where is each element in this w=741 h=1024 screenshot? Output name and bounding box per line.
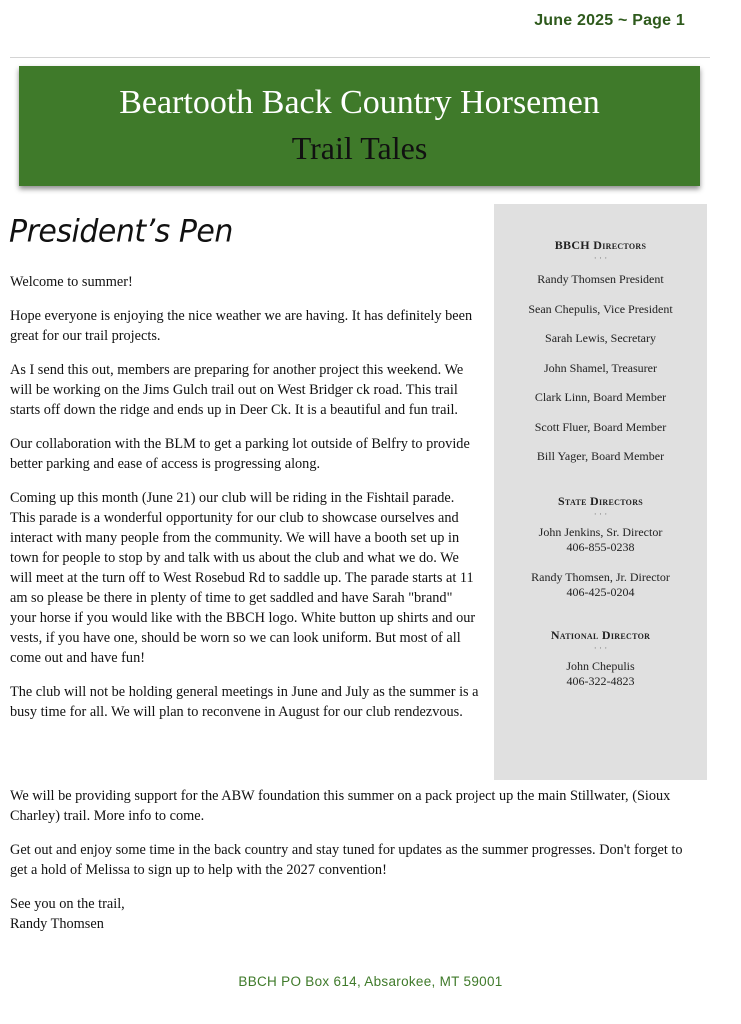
- article-paragraph: Welcome to summer!: [10, 274, 133, 290]
- article-title: President’s Pen: [9, 213, 233, 250]
- article-paragraph: As I send this out, members are preparing for another project this weekend. We will be working on the Jims Gulch trail out on West Bridger ck road. This trail starts off down the ridge and ends up in Deer Ck. It is a beautiful and fun trail.: [10, 362, 464, 418]
- director-entry: Sean Chepulis, Vice President: [528, 301, 673, 316]
- separator-dots: · · ·: [593, 253, 608, 263]
- newsletter-banner: [19, 66, 700, 186]
- signoff-line: See you on the trail,: [10, 896, 125, 912]
- article-paragraph: Get out and enjoy some time in the back country and stay tuned for updates as the summer progresses. Don't forget to get a hold of Melissa to sign up to help with the 2027 convention!: [10, 842, 683, 878]
- page-number-label: June 2025 ~ Page 1: [534, 12, 685, 29]
- article-paragraph: Hope everyone is enjoying the nice weather we are having. It has definitely been great for our trail projects.: [10, 308, 473, 344]
- director-entry: Randy Thomsen President: [537, 272, 664, 286]
- separator-dots: · · ·: [593, 643, 608, 653]
- article-paragraph: We will be providing support for the ABW foundation this summer on a pack project up the main Stillwater, (Sioux Charley) trail. More info to come.: [10, 788, 671, 824]
- article-paragraph: Our collaboration with the BLM to get a parking lot outside of Belfry to provide better parking and ease of access is progressing along.: [10, 436, 470, 472]
- author-name: Randy Thomsen: [10, 916, 104, 932]
- director-entry: John Shamel, Treasurer: [544, 360, 657, 375]
- article-paragraph: The club will not be holding general meetings in June and July as the summer is a busy time for all. We will plan to reconvene in August for our club rendezvous.: [10, 684, 479, 720]
- director-entry: Bill Yager, Board Member: [536, 449, 665, 463]
- directors-sidebar: [494, 204, 707, 780]
- director-entry: Sarah Lewis, Secretary: [545, 331, 656, 345]
- state-directors-heading: State Directors: [557, 494, 644, 508]
- signoff: [10, 894, 690, 934]
- national-director-name: John Chepulis: [566, 659, 635, 673]
- article-paragraph: Coming up this month (June 21) our club will be riding in the Fishtail parade. This parade is a wonderful opportunity for our club to showcase ourselves and interact with many people from the community. We will have a booth set up in town for people to stop by and talk with us about the club and what we do. We will meet at the turn off to West Rosebud Rd to saddle up. The parade starts at 11 am so please be there in plenty of time to get saddled and have Sarah "brand" your horse if you would like with the BBCH logo. White button up shirts and our vests, if you have one, should be worn so we can look uniform. But most of all come out and have fun!: [10, 490, 476, 666]
- director-entry: Scott Fluer, Board Member: [534, 419, 667, 434]
- organization-name: Beartooth Back Country Horsemen: [119, 84, 600, 121]
- director-entry: Clark Linn, Board Member: [534, 390, 667, 404]
- state-director-phone: 406-855-0238: [566, 540, 635, 554]
- article-body-wide: [10, 786, 690, 934]
- national-director-heading: National Director: [550, 628, 651, 642]
- state-director-name: Randy Thomsen, Jr. Director: [531, 570, 670, 584]
- separator-dots: · · ·: [593, 509, 608, 519]
- national-director-phone: 406-322-4823: [566, 674, 635, 688]
- footer-address: BBCH PO Box 614, Absarokee, MT 59001: [238, 974, 503, 989]
- article-body-narrow: [10, 272, 480, 736]
- header-divider: [10, 57, 710, 58]
- state-director-name: John Jenkins, Sr. Director: [538, 525, 663, 539]
- bbch-directors-heading: BBCH Directors: [554, 238, 647, 252]
- state-director-phone: 406-425-0204: [566, 585, 635, 599]
- newsletter-title: Trail Tales: [291, 130, 428, 166]
